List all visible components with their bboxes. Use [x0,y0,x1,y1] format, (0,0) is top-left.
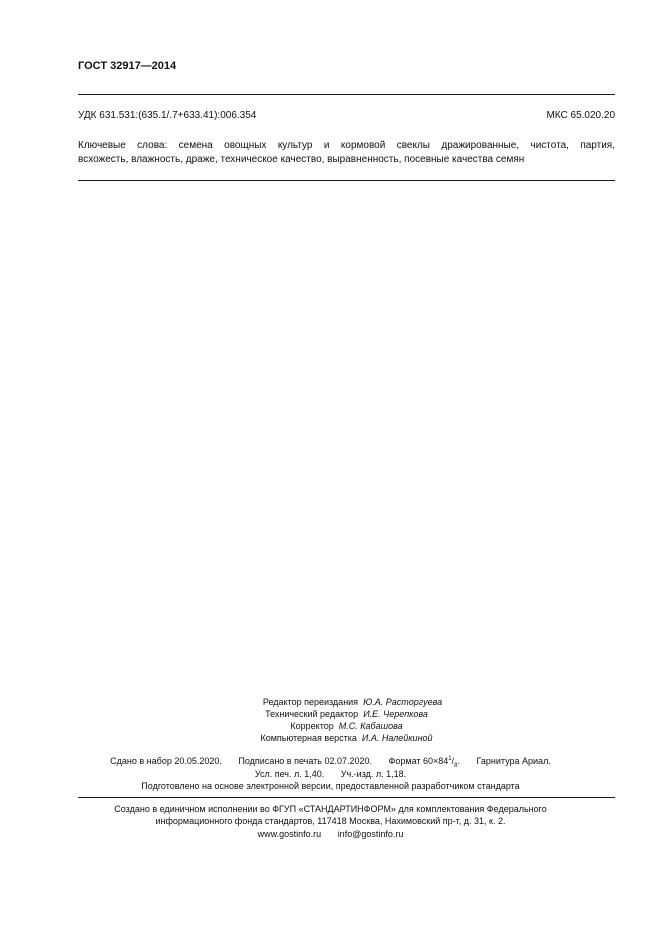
top-divider [78,94,615,95]
typeset-date: Сдано в набор 20.05.2020. [110,756,222,766]
keywords-line-2: всхожесть, влажность, драже, техническое качество, выравненность, посевные качества семян [78,154,525,165]
email-link[interactable]: info@gostinfo.ru [337,829,404,839]
credit-name: И.Е. Черепкова [363,709,428,719]
website-link[interactable]: www.gostinfo.ru [257,829,322,839]
keywords-line-1: Ключевые слова: семена овощных культур и кормовой свеклы дражированные, чистота, партия, [78,140,615,151]
publication-sheets [0,769,661,779]
prepared-note: Подготовлено на основе электронной версии, предоставленной разработчиком стандарта [141,781,520,791]
edition-sheets: Уч.-изд. л. 1,18. [340,769,407,779]
footer-line-2: информационного фонда стандартов, 117418 Москва, Нахимовский пр-т, д. 31, к. 2. [155,816,506,826]
footer-line-1: Создано в единичном исполнении во ФГУП «СТАНДАРТИНФОРМ» для комплектования Федерального [114,804,547,814]
keywords-divider [78,180,615,181]
credit-name: М.С. Кабашова [338,721,403,731]
publication-dates [0,756,661,769]
credit-tech-editor [16,709,661,719]
print-sheets: Усл. печ. л. 1,40. [254,769,325,779]
credit-editor [22,697,661,707]
mks-code: МКС 65.020.20 [546,110,615,121]
credit-proofreader [16,721,661,731]
footer-divider [78,797,615,798]
credit-name: Ю.А. Расторгуева [363,697,443,707]
credit-role: Компьютерная верстка [260,733,357,743]
paper-format: Формат $60\times 84^1/_8$. [388,756,460,769]
standard-number: ГОСТ 32917—2014 [78,60,177,72]
credit-role: Корректор [290,721,334,731]
footer-contacts [0,829,661,839]
signed-date: Подписано в печать 02.07.2020. [238,756,373,766]
typeface: Гарнитура Ариал. [476,756,551,766]
credit-role: Технический редактор [265,709,359,719]
credit-layout [16,733,661,743]
keywords-block [78,139,615,167]
credit-role: Редактор переиздания [262,697,359,707]
udk-code: УДК 631.531:(635.1/.7+633.41):006.354 [78,110,257,121]
credit-name: И.А. Налейкиной [361,733,433,743]
